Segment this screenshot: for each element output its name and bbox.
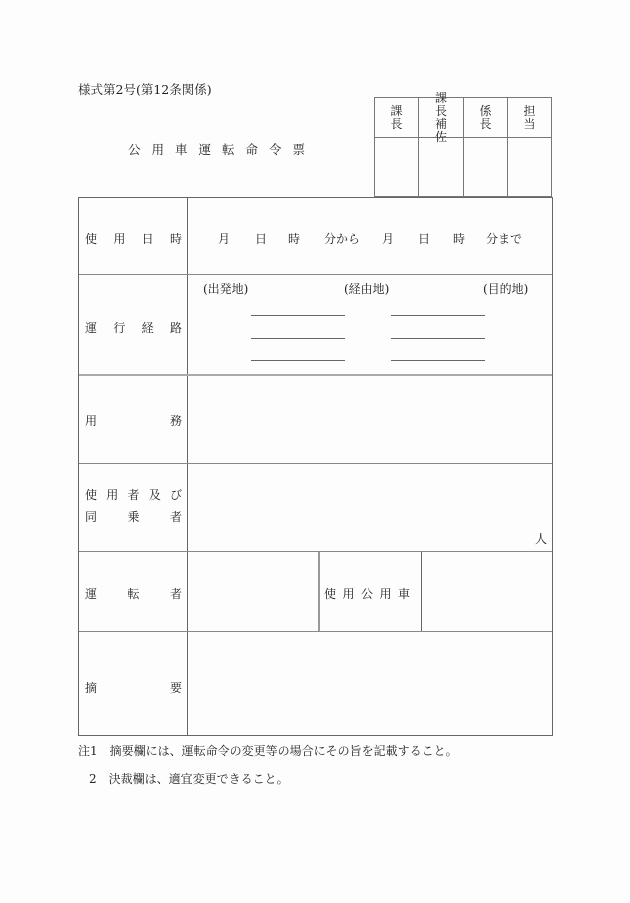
vehicle-field[interactable] <box>422 552 552 631</box>
label-route: 運 行 経 路 <box>85 321 182 335</box>
start-day: 日 <box>255 232 268 246</box>
route-line[interactable] <box>251 338 345 339</box>
stamp-box-staff[interactable] <box>508 138 551 196</box>
departure-label: (出発地) <box>203 282 249 296</box>
route-line[interactable] <box>391 360 485 361</box>
end-minute-until: 分まで <box>486 232 523 246</box>
route-line[interactable] <box>391 315 485 316</box>
end-hour: 時 <box>453 232 466 246</box>
main-form-table <box>78 197 553 736</box>
route-line[interactable] <box>391 338 485 339</box>
stamp-box-subsection-chief[interactable] <box>464 138 508 196</box>
form-number: 様式第2号(第12条関係) <box>78 82 212 97</box>
purpose-field[interactable] <box>188 376 552 463</box>
route-field[interactable] <box>188 275 552 374</box>
usage-datetime-field[interactable] <box>188 198 552 274</box>
route-line[interactable] <box>251 315 345 316</box>
approval-header-staff: 担 当 <box>508 98 551 138</box>
end-month: 月 <box>382 232 395 246</box>
route-line[interactable] <box>251 360 345 361</box>
label-purpose: 用 務 <box>85 414 182 428</box>
start-hour: 時 <box>288 232 301 246</box>
approval-table <box>374 90 552 197</box>
end-day: 日 <box>418 232 431 246</box>
stamp-box-section-chief[interactable] <box>375 138 419 196</box>
approval-header-section-chief: 課 長 <box>375 98 419 138</box>
remarks-field[interactable] <box>188 632 552 735</box>
destination-label: (目的地) <box>483 282 529 296</box>
label-usage-datetime: 使 用 日 時 <box>85 232 182 246</box>
vehicle-divider <box>318 552 320 631</box>
driver-field[interactable] <box>188 552 318 631</box>
label-users-line2: 同 乗 者 <box>85 510 182 524</box>
start-minute-from: 分から <box>324 232 361 246</box>
form-title: 公用車運転命令票 <box>128 142 317 157</box>
label-driver: 運 転 者 <box>85 587 182 601</box>
note-1: 注1 摘要欄には、運転命令の変更等の場合にその旨を記載すること。 <box>78 744 458 758</box>
approval-header-deputy-chief: 課 長 補 佐 <box>419 98 464 138</box>
stamp-box-deputy-chief[interactable] <box>419 138 464 196</box>
note-2: 2 決裁欄は、適宜変更できること。 <box>89 772 289 786</box>
label-remarks: 摘 要 <box>85 681 182 695</box>
label-users-line1: 使 用 者 及 び <box>85 488 182 502</box>
start-month: 月 <box>218 232 231 246</box>
person-count-unit: 人 <box>534 532 547 546</box>
users-field[interactable] <box>188 464 552 551</box>
label-vehicle: 使用公用車 <box>324 587 417 601</box>
approval-header-subsection-chief: 係 長 <box>464 98 508 138</box>
via-label: (経由地) <box>344 282 390 296</box>
